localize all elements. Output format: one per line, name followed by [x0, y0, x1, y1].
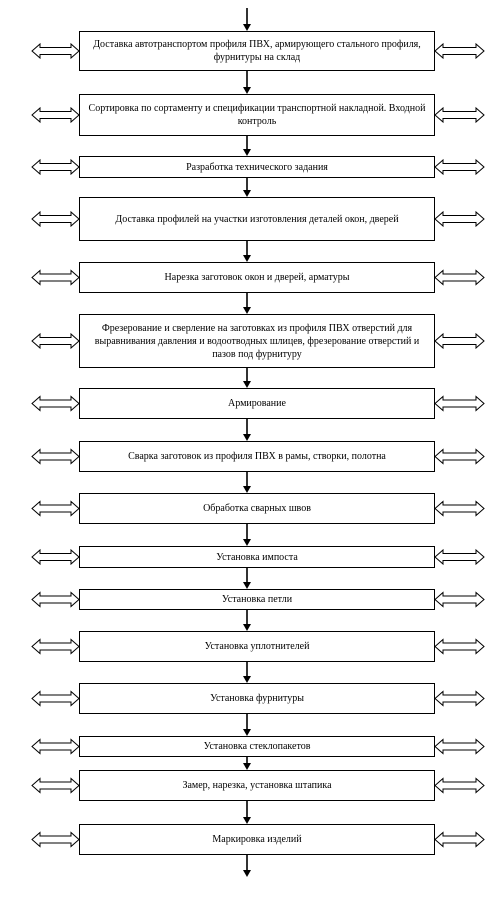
side-double-arrow — [435, 692, 484, 706]
flow-arrowhead — [243, 87, 251, 94]
side-double-arrow — [32, 334, 79, 348]
flow-arrowhead — [243, 729, 251, 736]
step-label: Сортировка по сортаменту и спецификации транспортной накладной. Входной контроль — [88, 103, 426, 127]
step-label: Доставка автотранспортом профиля ПВХ, армирующего стального профиля, фурнитуры на склад — [93, 39, 421, 63]
step-box-welding — [79, 441, 435, 472]
side-double-arrow — [32, 779, 79, 793]
step-box-reinforcement — [79, 388, 435, 419]
side-double-arrow — [435, 593, 484, 607]
step-label: Обработка сварных швов — [203, 503, 311, 514]
side-double-arrow — [435, 779, 484, 793]
step-label: Замер, нарезка, установка штапика — [182, 780, 332, 791]
step-label: Установка фурнитуры — [210, 693, 304, 704]
flow-arrowhead — [243, 190, 251, 197]
flow-arrowhead — [243, 870, 251, 877]
side-double-arrow — [32, 833, 79, 847]
flow-arrowhead — [243, 582, 251, 589]
step-box-glass-units — [79, 736, 435, 757]
step-label: Установка стеклопакетов — [203, 741, 311, 752]
step-box-glazing-bead — [79, 770, 435, 801]
side-double-arrow — [32, 160, 79, 174]
side-double-arrow — [435, 740, 484, 754]
side-double-arrow — [32, 108, 79, 122]
flow-arrowhead — [243, 255, 251, 262]
side-double-arrow — [435, 833, 484, 847]
step-box-hardware — [79, 683, 435, 714]
step-box-marking — [79, 824, 435, 855]
flow-arrowhead — [243, 676, 251, 683]
step-label: Нарезка заготовок окон и дверей, арматуры — [164, 272, 350, 283]
side-double-arrow — [32, 740, 79, 754]
side-double-arrow — [435, 450, 484, 464]
side-double-arrow — [32, 640, 79, 654]
step-box-delivery-to-sites — [79, 197, 435, 241]
step-box-delivery-to-warehouse — [79, 31, 435, 71]
step-box-hinge — [79, 589, 435, 610]
side-double-arrow — [32, 271, 79, 285]
flow-arrowhead — [243, 149, 251, 156]
side-double-arrow — [435, 550, 484, 564]
side-double-arrow — [435, 502, 484, 516]
side-double-arrow — [32, 450, 79, 464]
side-double-arrow — [32, 502, 79, 516]
step-label: Установка уплотнителей — [204, 641, 310, 652]
step-label: Сварка заготовок из профиля ПВХ в рамы, створки, полотна — [128, 451, 386, 462]
flow-arrowhead — [243, 486, 251, 493]
side-double-arrow — [32, 550, 79, 564]
step-label: Армирование — [228, 398, 286, 409]
step-box-seals — [79, 631, 435, 662]
side-double-arrow — [435, 160, 484, 174]
flow-arrowhead — [243, 434, 251, 441]
flow-arrowhead — [243, 624, 251, 631]
step-label: Установка импоста — [216, 551, 298, 563]
step-label: Установка петли — [221, 594, 293, 605]
side-double-arrow — [435, 44, 484, 58]
step-label: Маркировка изделий — [212, 834, 302, 845]
side-double-arrow — [32, 212, 79, 226]
side-double-arrow — [32, 593, 79, 607]
side-double-arrow — [32, 397, 79, 411]
flow-arrowhead — [243, 763, 251, 770]
side-double-arrow — [435, 108, 484, 122]
side-double-arrow — [435, 397, 484, 411]
step-label: Фрезерование и сверление на заготовках из профиля ПВХ отверстий для выравнивания давления и водоотводных шлицев, фрезерование отверстий и пазов под фурнитуру — [94, 322, 420, 360]
step-box-technical-task — [79, 156, 435, 178]
flow-arrowhead — [243, 307, 251, 314]
flow-arrowhead — [243, 381, 251, 388]
step-box-weld-processing — [79, 493, 435, 524]
step-label: Разработка технического задания — [186, 161, 328, 173]
step-box-cutting-blanks — [79, 262, 435, 293]
side-double-arrow — [32, 692, 79, 706]
flow-arrowhead — [243, 817, 251, 824]
side-double-arrow — [435, 212, 484, 226]
side-double-arrow — [435, 334, 484, 348]
step-box-milling-drilling — [79, 314, 435, 368]
side-double-arrow — [435, 271, 484, 285]
step-box-impost — [79, 546, 435, 568]
step-box-sorting-inspection — [79, 94, 435, 136]
side-double-arrow — [435, 640, 484, 654]
side-double-arrow — [32, 44, 79, 58]
flow-arrowhead — [243, 539, 251, 546]
step-label: Доставка профилей на участки изготовления деталей окон, дверей — [115, 213, 399, 225]
flow-arrowhead — [243, 24, 251, 31]
